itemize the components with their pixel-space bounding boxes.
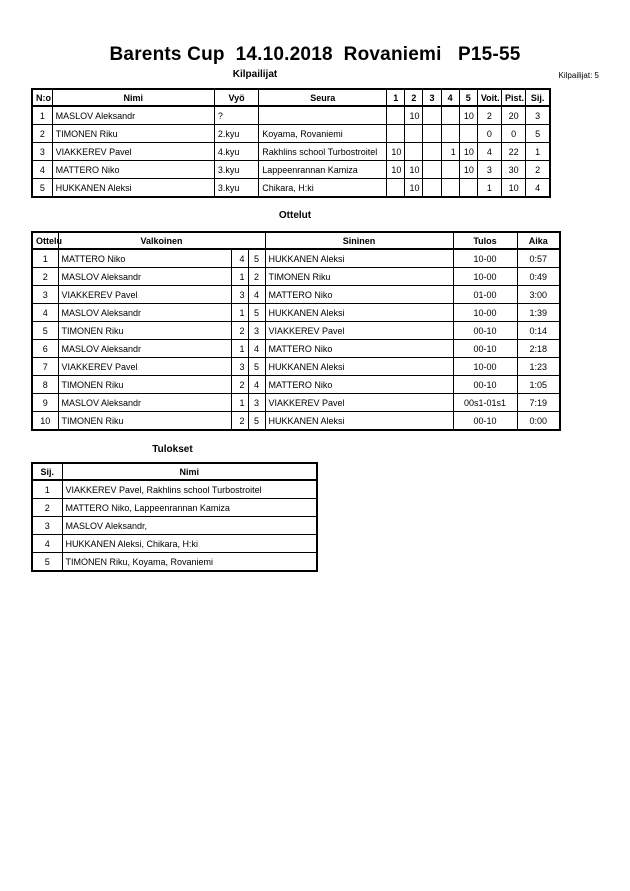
table-cell: MASLOV Aleksandr, bbox=[62, 517, 317, 535]
table-cell: 2 bbox=[32, 125, 52, 143]
table-cell: 10-00 bbox=[453, 358, 517, 376]
table-cell: 10 bbox=[459, 161, 477, 179]
column-header: Aika bbox=[517, 232, 560, 249]
table-row bbox=[32, 286, 560, 304]
table-cell: 6 bbox=[32, 340, 58, 358]
table-cell bbox=[405, 125, 423, 143]
column-header: Tulos bbox=[453, 232, 517, 249]
table-cell: VIAKKEREV Pavel bbox=[265, 322, 453, 340]
table-cell: HUKKANEN Aleksi bbox=[265, 358, 453, 376]
table-cell: 5 bbox=[248, 249, 265, 268]
table-cell: 5 bbox=[248, 358, 265, 376]
column-header: Ottelu bbox=[32, 232, 58, 249]
table-cell: 10 bbox=[387, 161, 405, 179]
results-title: Tulokset bbox=[152, 444, 193, 455]
table-cell: MATTERO Niko bbox=[58, 249, 231, 268]
table-cell bbox=[405, 143, 423, 161]
table-cell: 4 bbox=[32, 304, 58, 322]
matches-header-row bbox=[32, 232, 560, 249]
table-cell: MATTERO Niko, Lappeenrannan Kamiza bbox=[62, 499, 317, 517]
table-cell: 9 bbox=[32, 394, 58, 412]
table-cell: 5 bbox=[248, 304, 265, 322]
table-row bbox=[32, 143, 550, 161]
table-cell: 3 bbox=[477, 161, 501, 179]
table-cell: 0 bbox=[502, 125, 526, 143]
table-cell: MASLOV Aleksandr bbox=[52, 106, 214, 125]
table-cell: 5 bbox=[248, 412, 265, 431]
matches-title: Ottelut bbox=[278, 210, 312, 221]
table-cell: 1 bbox=[526, 143, 550, 161]
column-header: 3 bbox=[423, 89, 441, 106]
table-row bbox=[32, 376, 560, 394]
competitors-header-row bbox=[32, 89, 550, 106]
table-cell: 1 bbox=[32, 249, 58, 268]
table-cell bbox=[441, 125, 459, 143]
table-cell: 2 bbox=[32, 268, 58, 286]
table-row bbox=[32, 125, 550, 143]
table-cell: 10 bbox=[387, 143, 405, 161]
table-cell: 1:23 bbox=[517, 358, 560, 376]
competitors-body bbox=[32, 106, 550, 197]
table-cell: 3 bbox=[32, 517, 62, 535]
table-cell: HUKKANEN Aleksi bbox=[265, 304, 453, 322]
table-cell bbox=[387, 106, 405, 125]
table-cell: 4 bbox=[32, 535, 62, 553]
table-cell bbox=[423, 143, 441, 161]
table-cell: 7:19 bbox=[517, 394, 560, 412]
table-cell: Koyama, Rovaniemi bbox=[259, 125, 387, 143]
table-cell: 3 bbox=[32, 143, 52, 161]
table-cell: 1 bbox=[231, 268, 248, 286]
column-header: 2 bbox=[405, 89, 423, 106]
competitors-table bbox=[31, 88, 551, 198]
table-cell: TIMONEN Riku bbox=[58, 412, 231, 431]
table-cell: 2 bbox=[526, 161, 550, 179]
table-cell: 10-00 bbox=[453, 304, 517, 322]
table-cell: 10 bbox=[405, 161, 423, 179]
table-cell: MASLOV Aleksandr bbox=[58, 394, 231, 412]
results-body bbox=[32, 480, 317, 571]
table-cell bbox=[387, 125, 405, 143]
table-cell: TIMONEN Riku bbox=[58, 322, 231, 340]
table-cell: 4 bbox=[477, 143, 501, 161]
table-cell bbox=[459, 179, 477, 198]
table-cell bbox=[441, 106, 459, 125]
table-cell: 10-00 bbox=[453, 249, 517, 268]
table-cell: VIAKKEREV Pavel bbox=[265, 394, 453, 412]
table-cell: 10 bbox=[459, 143, 477, 161]
table-cell: VIAKKEREV Pavel bbox=[52, 143, 214, 161]
table-row bbox=[32, 249, 560, 268]
table-cell: TIMONEN Riku, Koyama, Rovaniemi bbox=[62, 553, 317, 572]
table-cell: 20 bbox=[502, 106, 526, 125]
table-cell: 1 bbox=[32, 106, 52, 125]
table-cell: 3 bbox=[231, 286, 248, 304]
table-cell: 30 bbox=[502, 161, 526, 179]
table-row bbox=[32, 412, 560, 431]
results-table bbox=[31, 462, 318, 572]
table-row bbox=[32, 340, 560, 358]
table-row bbox=[32, 517, 317, 535]
table-row bbox=[32, 394, 560, 412]
table-row bbox=[32, 304, 560, 322]
table-cell: 1 bbox=[32, 480, 62, 499]
column-header: Vyö bbox=[214, 89, 258, 106]
table-cell: 0:00 bbox=[517, 412, 560, 431]
table-cell: 4 bbox=[32, 161, 52, 179]
table-cell: 2 bbox=[248, 268, 265, 286]
table-cell: TIMONEN Riku bbox=[58, 376, 231, 394]
column-header: Nimi bbox=[62, 463, 317, 480]
column-header: Sij. bbox=[526, 89, 550, 106]
table-cell: 10 bbox=[32, 412, 58, 431]
table-cell: 5 bbox=[32, 553, 62, 572]
table-cell: HUKKANEN Aleksi bbox=[52, 179, 214, 198]
table-cell: MASLOV Aleksandr bbox=[58, 340, 231, 358]
table-cell bbox=[441, 179, 459, 198]
table-cell bbox=[259, 106, 387, 125]
table-row bbox=[32, 161, 550, 179]
table-cell: MASLOV Aleksandr bbox=[58, 304, 231, 322]
table-cell: 10 bbox=[502, 179, 526, 198]
table-cell: 2 bbox=[231, 376, 248, 394]
table-cell: MATTERO Niko bbox=[265, 376, 453, 394]
table-cell: 10-00 bbox=[453, 268, 517, 286]
table-cell: 1 bbox=[231, 304, 248, 322]
table-cell: 2 bbox=[231, 412, 248, 431]
table-cell: 4 bbox=[248, 376, 265, 394]
table-cell: HUKKANEN Aleksi, Chikara, H:ki bbox=[62, 535, 317, 553]
table-cell: TIMONEN Riku bbox=[265, 268, 453, 286]
table-cell: Chikara, H:ki bbox=[259, 179, 387, 198]
table-cell: 10 bbox=[405, 179, 423, 198]
table-cell: HUKKANEN Aleksi bbox=[265, 249, 453, 268]
table-cell: HUKKANEN Aleksi bbox=[265, 412, 453, 431]
table-cell bbox=[423, 179, 441, 198]
table-cell: 1:39 bbox=[517, 304, 560, 322]
table-cell: 01-00 bbox=[453, 286, 517, 304]
table-cell: 5 bbox=[32, 322, 58, 340]
table-cell: 22 bbox=[502, 143, 526, 161]
table-cell: 4 bbox=[231, 249, 248, 268]
table-cell: 4.kyu bbox=[214, 143, 258, 161]
table-cell: MASLOV Aleksandr bbox=[58, 268, 231, 286]
column-header: Pist. bbox=[502, 89, 526, 106]
table-cell: 4 bbox=[248, 340, 265, 358]
table-cell: 0:49 bbox=[517, 268, 560, 286]
table-cell: 00-10 bbox=[453, 322, 517, 340]
table-cell: 0 bbox=[477, 125, 501, 143]
table-cell: TIMONEN Riku bbox=[52, 125, 214, 143]
table-cell: 10 bbox=[459, 106, 477, 125]
table-cell bbox=[423, 106, 441, 125]
column-header: 5 bbox=[459, 89, 477, 106]
table-row bbox=[32, 268, 560, 286]
table-cell: 0:14 bbox=[517, 322, 560, 340]
table-cell: 3.kyu bbox=[214, 161, 258, 179]
table-cell: 7 bbox=[32, 358, 58, 376]
table-cell: MATTERO Niko bbox=[265, 286, 453, 304]
table-row bbox=[32, 535, 317, 553]
competitors-subtitle: Kilpailijat bbox=[232, 69, 278, 80]
table-cell: MATTERO Niko bbox=[265, 340, 453, 358]
table-cell: 0:57 bbox=[517, 249, 560, 268]
column-header: 1 bbox=[387, 89, 405, 106]
table-cell: 3 bbox=[248, 322, 265, 340]
table-cell: 1 bbox=[477, 179, 501, 198]
table-cell bbox=[441, 161, 459, 179]
column-header: N:o bbox=[32, 89, 52, 106]
column-header: Sij. bbox=[32, 463, 62, 480]
table-cell: 5 bbox=[526, 125, 550, 143]
table-cell: 1 bbox=[231, 394, 248, 412]
table-cell: VIAKKEREV Pavel, Rakhlins school Turbostroitel bbox=[62, 480, 317, 499]
table-cell: 3 bbox=[526, 106, 550, 125]
column-header: Sininen bbox=[265, 232, 453, 249]
table-cell bbox=[459, 125, 477, 143]
table-cell bbox=[387, 179, 405, 198]
table-row bbox=[32, 322, 560, 340]
table-cell: 00-10 bbox=[453, 412, 517, 431]
matches-body bbox=[32, 249, 560, 430]
column-header: Nimi bbox=[52, 89, 214, 106]
table-cell: 10 bbox=[405, 106, 423, 125]
table-cell bbox=[423, 161, 441, 179]
matches-table bbox=[31, 231, 561, 431]
table-cell: 5 bbox=[32, 179, 52, 198]
table-cell: 8 bbox=[32, 376, 58, 394]
column-header: Voit. bbox=[477, 89, 501, 106]
table-cell: 00-10 bbox=[453, 340, 517, 358]
table-cell: 3.kyu bbox=[214, 179, 258, 198]
table-cell: 00-10 bbox=[453, 376, 517, 394]
table-cell: 2 bbox=[32, 499, 62, 517]
table-cell: 3 bbox=[32, 286, 58, 304]
column-header: 4 bbox=[441, 89, 459, 106]
results-header-row bbox=[32, 463, 317, 480]
table-cell: 2:18 bbox=[517, 340, 560, 358]
table-cell: 2 bbox=[231, 322, 248, 340]
table-cell: Rakhlins school Turbostroitel bbox=[259, 143, 387, 161]
table-cell: 3:00 bbox=[517, 286, 560, 304]
table-row bbox=[32, 358, 560, 376]
table-cell: VIAKKEREV Pavel bbox=[58, 358, 231, 376]
table-cell: 2.kyu bbox=[214, 125, 258, 143]
table-cell: 00s1-01s1 bbox=[453, 394, 517, 412]
table-row bbox=[32, 106, 550, 125]
table-row bbox=[32, 553, 317, 572]
table-cell: 2 bbox=[477, 106, 501, 125]
table-cell: 1:05 bbox=[517, 376, 560, 394]
table-row bbox=[32, 480, 317, 499]
table-row bbox=[32, 179, 550, 198]
table-cell: 3 bbox=[248, 394, 265, 412]
table-cell: Lappeenrannan Kamiza bbox=[259, 161, 387, 179]
table-cell: VIAKKEREV Pavel bbox=[58, 286, 231, 304]
column-header: Seura bbox=[259, 89, 387, 106]
table-row bbox=[32, 499, 317, 517]
table-cell bbox=[423, 125, 441, 143]
column-header: Valkoinen bbox=[58, 232, 265, 249]
competitor-count: Kilpailijat: 5 bbox=[558, 71, 599, 80]
table-cell: MATTERO Niko bbox=[52, 161, 214, 179]
table-cell: 1 bbox=[231, 340, 248, 358]
table-cell: ? bbox=[214, 106, 258, 125]
table-cell: 4 bbox=[248, 286, 265, 304]
table-cell: 4 bbox=[526, 179, 550, 198]
table-cell: 3 bbox=[231, 358, 248, 376]
table-cell: 1 bbox=[441, 143, 459, 161]
page-title: Barents Cup 14.10.2018 Rovaniemi P15-55 bbox=[109, 44, 521, 65]
